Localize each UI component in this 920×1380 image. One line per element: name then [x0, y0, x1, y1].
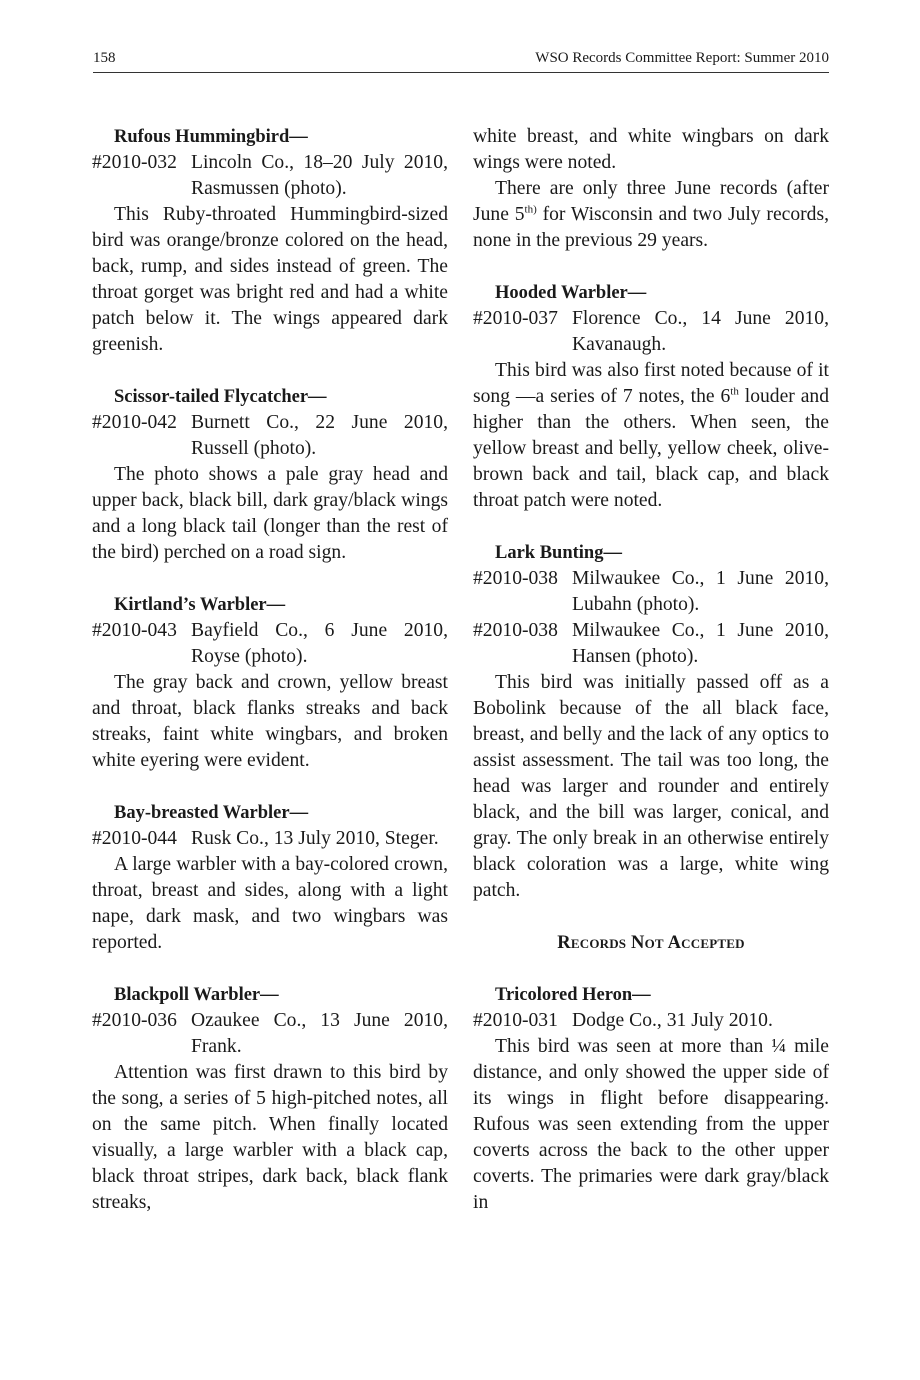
- record-number: #2010-038: [473, 568, 558, 589]
- record-details: Lincoln Co., 18–20 July 2010, Rasmussen (photo).: [191, 152, 448, 199]
- record-line: [473, 566, 829, 618]
- running-title: WSO Records Committee Report: Summer 2010: [535, 50, 829, 66]
- records-note-text: There are only three June records (after June 5: [473, 178, 829, 225]
- running-header: [93, 50, 829, 73]
- species-description: This bird was seen at more than ¼ mile distance, and only showed the upper side of its wings in flight before disappearing. Rufous was seen extending from the upper coverts across the back to the other upper coverts. The primaries were dark gray/black in: [473, 1036, 829, 1213]
- species-description: Attention was first drawn to this bird by the song, a series of 5 high-pitched notes, all on the same pitch. When finally located visually, a large warbler with a black cap, black throat stripes, dark back, black flank streaks,: [92, 1062, 448, 1213]
- superscript: th): [524, 203, 537, 216]
- records-note-text: for Wisconsin and two July records, none in the previous 29 years.: [473, 204, 829, 251]
- record-details: Bayfield Co., 6 June 2010, Royse (photo).: [191, 620, 448, 667]
- species-entry: [473, 540, 829, 904]
- record-details: Burnett Co., 22 June 2010, Russell (photo).: [191, 412, 448, 459]
- superscript: th: [730, 385, 739, 398]
- record-line: [92, 1008, 448, 1060]
- record-details: Dodge Co., 31 July 2010.: [572, 1010, 773, 1031]
- record-number: #2010-036: [92, 1010, 177, 1031]
- species-entry: [473, 280, 829, 514]
- species-heading: Lark Bunting—: [495, 543, 622, 563]
- species-description: The gray back and crown, yellow breast and throat, black flanks streaks and back streaks, faint white wingbars, and broken white eyering were evident.: [92, 672, 448, 771]
- record-line: [92, 618, 448, 670]
- species-entry: [92, 124, 448, 358]
- species-description: The photo shows a pale gray head and upper back, black bill, dark gray/black wings and a long black tail (longer than the rest of the bird) perched on a road sign.: [92, 464, 448, 563]
- species-heading: Blackpoll Warbler—: [114, 985, 279, 1005]
- record-number: #2010-037: [473, 308, 558, 329]
- record-number: #2010-043: [92, 620, 177, 641]
- record-details: Milwaukee Co., 1 June 2010, Hansen (photo).: [572, 620, 829, 667]
- record-line: [92, 150, 448, 202]
- record-line: [473, 618, 829, 670]
- species-entry: [92, 384, 448, 566]
- record-details: Milwaukee Co., 1 June 2010, Lubahn (photo).: [572, 568, 829, 615]
- record-line: [473, 306, 829, 358]
- record-details: Ozaukee Co., 13 June 2010, Frank.: [191, 1010, 448, 1057]
- record-details: Florence Co., 14 June 2010, Kavanaugh.: [572, 308, 829, 355]
- species-description: [473, 358, 829, 514]
- section-heading: Records Not Accepted: [557, 933, 745, 953]
- records-note: [473, 176, 829, 254]
- species-entry: [92, 592, 448, 774]
- record-number: #2010-042: [92, 412, 177, 433]
- record-number: #2010-038: [473, 620, 558, 641]
- species-heading: Scissor-tailed Flycatcher—: [114, 387, 327, 407]
- species-heading: Rufous Hummingbird—: [114, 127, 308, 147]
- left-column: [92, 124, 448, 1216]
- species-heading: Tricolored Heron—: [495, 985, 651, 1005]
- species-heading: Bay-breasted Warbler—: [114, 803, 309, 823]
- record-number: #2010-032: [92, 152, 177, 173]
- page-number: 158: [93, 50, 116, 66]
- record-details: Rusk Co., 13 July 2010, Steger.: [191, 828, 439, 849]
- record-line: [92, 410, 448, 462]
- record-number: #2010-044: [92, 828, 177, 849]
- species-heading: Kirtland’s Warbler—: [114, 595, 286, 615]
- record-line: [92, 826, 448, 852]
- species-entry: [92, 982, 448, 1216]
- species-description: This bird was initially passed off as a Bobolink because of the all black face, breast, and belly and the lack of any optics to assist assessment. The tail was too long, the head was larger and rounder and entirely black, and the bill was larger, conical, and gray. The only break in an otherwise entirely black coloration was a large, white wing patch.: [473, 672, 829, 901]
- continued-paragraph: white breast, and white wingbars on dark wings were noted.: [473, 126, 829, 173]
- species-description: A large warbler with a bay-colored crown, throat, breast and sides, along with a light nape, dark mask, and two wingbars was reported.: [92, 854, 448, 953]
- species-heading: Hooded Warbler—: [495, 283, 647, 303]
- species-entry: [473, 982, 829, 1216]
- species-description: This Ruby-throated Hummingbird-sized bird was orange/bronze colored on the head, back, rump, and sides instead of green. The throat gorget was bright red and had a white patch below it. The wings appeared dark greenish.: [92, 204, 448, 355]
- right-column: [473, 124, 829, 1216]
- description-text: This bird was also first noted because of it song —a series of 7 notes, the 6: [473, 360, 829, 407]
- species-entry: [92, 800, 448, 956]
- record-line: [473, 1008, 829, 1034]
- record-number: #2010-031: [473, 1010, 558, 1031]
- description-text: louder and higher than the others. When seen, the yellow breast and belly, yellow cheek, olive-brown back and tail, black cap, and black throat patch were noted.: [473, 386, 829, 511]
